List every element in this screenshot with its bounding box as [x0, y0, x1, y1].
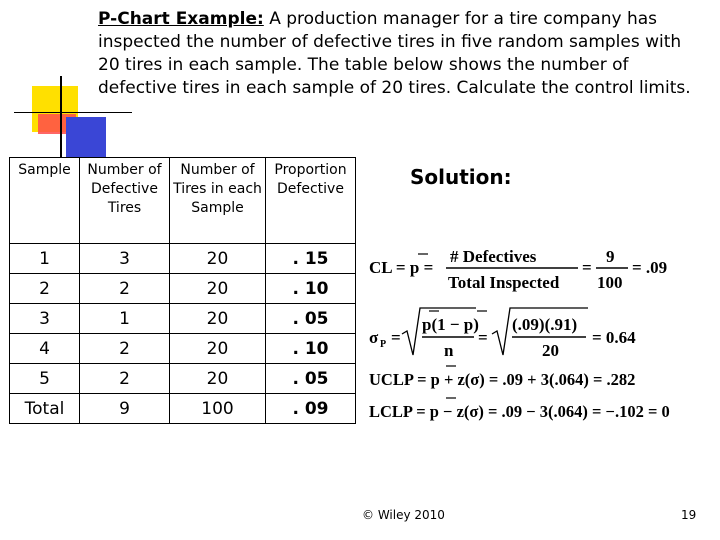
decor-horizontal-line	[14, 112, 132, 113]
slide-title	[98, 8, 698, 100]
cell-proportion: . 10	[266, 274, 356, 304]
table-header-row	[10, 158, 356, 244]
decor-blue-square	[66, 117, 106, 157]
cell-proportion: . 05	[266, 304, 356, 334]
cell-defective: 2	[80, 274, 170, 304]
cl-denominator-value: 100	[597, 273, 623, 292]
cell-tires: 20	[170, 364, 266, 394]
header-tires: Number of Tires in each Sample	[170, 158, 266, 244]
cell-sample: 5	[10, 364, 80, 394]
cl-result: = .09	[632, 258, 668, 277]
cell-defective: 9	[80, 394, 170, 424]
cell-sample: 1	[10, 244, 80, 274]
lcl-formula: LCLP = p − z(σ) = .09 − 3(.064) = −.102 = 0	[369, 402, 670, 421]
page-number: 19	[681, 508, 697, 522]
table-row	[10, 364, 356, 394]
decor-vertical-line	[60, 76, 62, 158]
sigma-subscript: P	[380, 339, 387, 350]
cell-defective: 3	[80, 244, 170, 274]
table-row	[10, 334, 356, 364]
title-lead: P-Chart Example:	[98, 9, 264, 29]
cell-sample: 2	[10, 274, 80, 304]
copyright-footer: © Wiley 2010	[362, 508, 445, 522]
sigma-result: = 0.64	[592, 328, 636, 347]
cl-equals: =	[582, 258, 592, 277]
table-row	[10, 244, 356, 274]
defect-table	[9, 157, 356, 424]
cell-sample: 3	[10, 304, 80, 334]
sigma-equals: =	[391, 328, 401, 347]
header-sample: Sample	[10, 158, 80, 244]
cl-numerator: # Defectives	[450, 247, 537, 266]
formula-block	[366, 242, 711, 427]
title-text: A production manager for a tire company has inspected the number of defective tires in five random samples with 20 tires in each sample. The table below shows the number of defective tires in each sample of 20 tires. Calculate the control limits.	[98, 9, 691, 98]
sigma-denominator-value: 20	[542, 341, 559, 360]
cell-sample: 4	[10, 334, 80, 364]
cell-sample: Total	[10, 394, 80, 424]
cell-defective: 2	[80, 334, 170, 364]
cell-tires: 100	[170, 394, 266, 424]
cell-tires: 20	[170, 244, 266, 274]
cl-lhs: CL = p =	[369, 258, 434, 277]
cell-defective: 1	[80, 304, 170, 334]
sigma-numerator: p(1 − p)	[422, 315, 479, 334]
cell-tires: 20	[170, 304, 266, 334]
cl-denominator: Total Inspected	[448, 273, 560, 292]
solution-label: Solution:	[410, 165, 512, 189]
table-total-row	[10, 394, 356, 424]
cell-proportion: . 09	[266, 394, 356, 424]
cell-proportion: . 05	[266, 364, 356, 394]
cell-tires: 20	[170, 274, 266, 304]
sigma-symbol: σ	[369, 328, 379, 347]
cell-defective: 2	[80, 364, 170, 394]
header-defective: Number of Defective Tires	[80, 158, 170, 244]
table-row	[10, 304, 356, 334]
sigma-equals-2: =	[478, 328, 488, 347]
sigma-numerator-value: (.09)(.91)	[512, 315, 578, 334]
ucl-formula: UCLP = p + z(σ) = .09 + 3(.064) = .282	[369, 370, 636, 389]
sigma-denominator: n	[444, 341, 454, 360]
header-proportion: Proportion Defective	[266, 158, 356, 244]
table-row	[10, 274, 356, 304]
cl-numerator-value: 9	[606, 247, 615, 266]
cell-proportion: . 15	[266, 244, 356, 274]
cell-tires: 20	[170, 334, 266, 364]
cell-proportion: . 10	[266, 334, 356, 364]
